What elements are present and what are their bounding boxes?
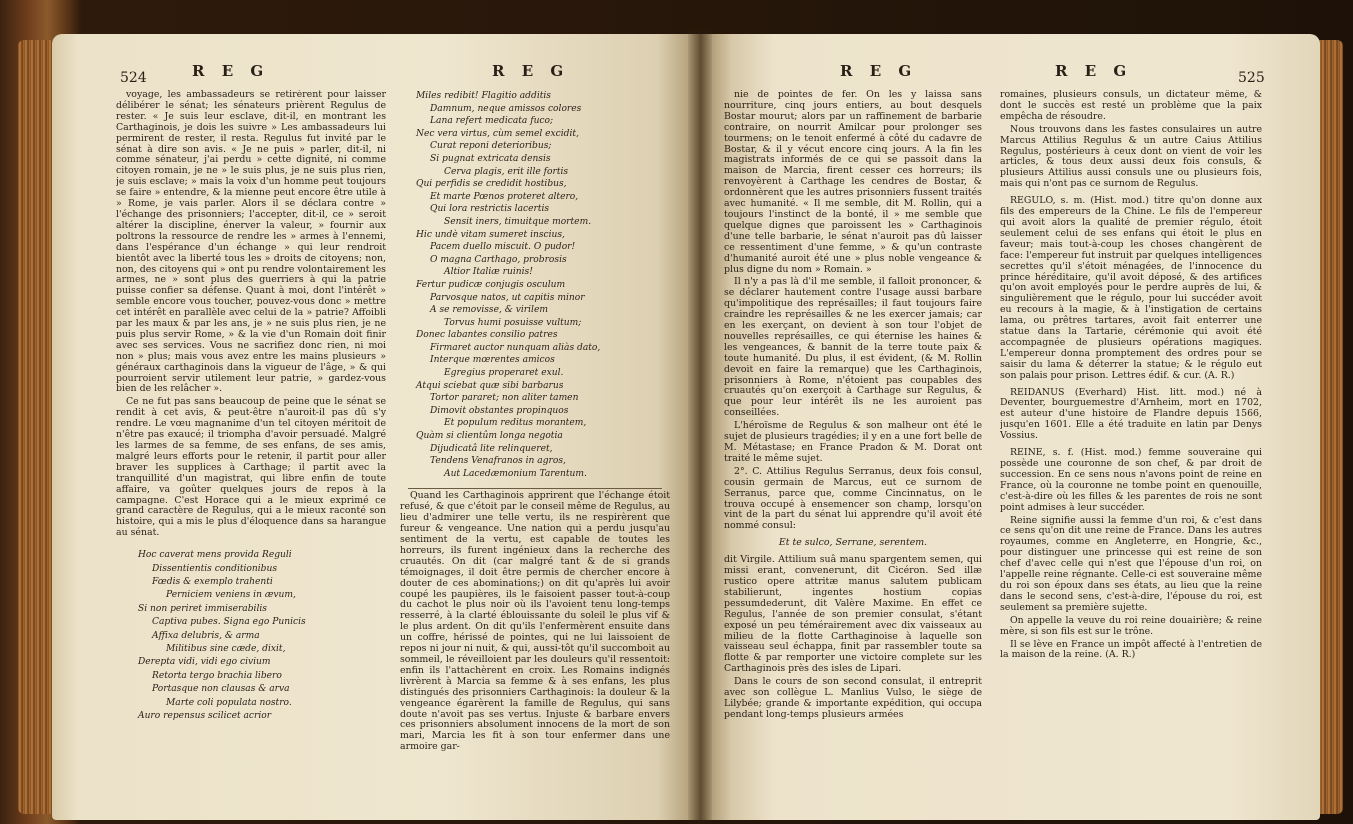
poem-line: Dissentientis conditionibus (152, 563, 277, 574)
entry-regulo: REGULO, s. m. (Hist. mod.) titre qu'on donne aux fils des empereurs de la Chine. Le fils de l'empereur qui avoit alors la qualité de premier régulo, étoit seulement celui de ses enfans qui étoit le plus en faveur; mais tout-à-coup les choses changèrent de face: l'empereur fut instruit par quelques intelligences secrettes qu'il s'étoit ménagées, de l'innocence du prince héréditaire, qu'il avoit déposé, & des artifices qu'on avoit employés pour le perdre auprès de lui, & singulièrement que le régulo, pour lui succéder avoit eu recours à la magie, & à l'instigation de certains lama, ou prêtres tartares, avoit fait enterrer une statue dans la Tartarie, cérémonie qui avoit été accompagnée de plusieurs opérations magiques. L'empereur donna promptement des ordres pour se saisir du lama & déterrer la statue; & le régulo eut son palais pour prison. Lettres édif. & cur. (A. R.) (1000, 195, 1262, 381)
left-page (52, 34, 702, 820)
poem-line: Hic undè vitam sumeret inscius, (416, 229, 565, 240)
poem-line: Interque mœrentes amicos (430, 355, 555, 366)
poem-line: Firmaret auctor nunquam aliàs dato, (430, 342, 601, 353)
left-col2-para: Quand les Carthaginois apprirent que l'échange étoit refusé, & que c'étoit par le conseil même de Regulus, au lieu d'admirer une telle vertu, ils ne respirèrent que fureur & vengeance. Une nation qui a perdu jusqu'au sentiment de la vertu, est capable de toutes les horreurs, ils furent ingénieux dans la recherche des cruautés. On dit (car malgré tant & de si grands témoignages, il doit être permis de chercher encore à douter de ces abominations;) on dit qu'après lui avoir coupé les paupières, ils le faisoient passer tout-à-coup du cachot le plus noir où ils l'avoient tenu long-temps resserré, à la clarté éblouissante du soleil le plus vif & le plus ardent. On dit qu'ils l'enfermèrent ensuite dans un coffre, hérissé de pointes, qui ne lui laissoient de repos ni jour ni nuit, & qui, aussi-tôt qu'il succomboit au sommeil, le réveilloient par les douleurs qu'il ressentoit: enfin ils l'attachèrent en croix. Les Romains indignés livrèrent à Marcia sa femme & à ses enfans, les plus distingués des prisonniers Carthaginois: la douleur & la vengeance égarèrent la famille de Regulus, qui sans doute n'avoit pas ses vertus. Injuste & barbare envers ces prisonniers absolument innocens de la mort de son mari, Marcia les fit à son tour enfermer dans une armoire gar- (400, 490, 670, 753)
poem-line: Dimovit obstantes propinquos (430, 405, 569, 416)
poem-line: Damnum, neque amissos colores (430, 103, 582, 114)
left-header-2: R E G (492, 62, 570, 80)
horace-poem-part-1 (138, 549, 386, 723)
poem-line: Quàm si clientûm longa negotia (416, 431, 563, 442)
poem-line: Lana refert medicata fuco; (430, 116, 554, 127)
poem-line: O magna Carthago, probrosis (430, 254, 567, 265)
poem-line: Qui lora restrictis lacertis (430, 204, 550, 215)
entry-reine-2: Reine signifie aussi la femme d'un roi, & c'est dans ce sens qu'on dit une reine de France. Dans les autres royaumes, comme en Angleterre, en Hongrie, &c., pour distinguer une princesse qui est reine de son chef d'avec celle qui n'est que l'épouse d'un roi, on l'appelle reine régnante. Celle-ci est souveraine même du roi son époux dans ses états, au lieu que la reine dans le second sens, c'est-à-dire, l'épouse du roi, est seulement sa première sujette. (1000, 514, 1262, 613)
entry-reine-4: Il se lève en France un impôt affecté à l'entretien de la maison de la reine. (A. R.) (1000, 638, 1262, 661)
poem-line: Parvosque natos, ut capitis minor (430, 292, 585, 303)
poem-line: Miles redibit! Flagitio additis (416, 91, 551, 101)
poem-line: Dijudicatâ lite relinqueret, (430, 443, 553, 454)
right-page-number: 525 (1238, 70, 1265, 86)
book-gutter (688, 28, 712, 824)
poem-line: Curat reponi deterioribus; (430, 141, 552, 152)
right-col1-para-4: 2°. C. Attilius Regulus Serranus, deux fois consul, cousin germain de Marcus, eut ce surnom de Serranus, parce que, comme Cincinnatus, on le trouva occupé à ensemencer son champ, lorsqu'on vint de la part du sénat lui apprendre qu'il avoit été nommé consul: (724, 465, 982, 532)
poem-line: Tendens Venafranos in agros, (430, 456, 566, 467)
right-column-2 (1000, 90, 1262, 810)
poem-line: Militibus sine cæde, dixit, (166, 644, 286, 654)
poem-line: Retorta tergo brachia libero (152, 670, 282, 681)
poem-line: Auro repensus scilicet acrior (138, 711, 272, 722)
poem-line: Tortor pararet; non aliter tamen (430, 393, 579, 404)
poem-line: Qui perfidis se credidit hostibus, (416, 179, 567, 190)
poem-line: Torvus humi posuisse vultum; (444, 317, 582, 328)
poem-line: Sensit iners, timuitque mortem. (444, 216, 592, 227)
left-header-1: R E G (192, 62, 270, 80)
left-col1-para-2: Ce ne fut pas sans beaucoup de peine que le sénat se rendit à cet avis, & peut-être n'auroit-il pas dû s'y rendre. Le vœu magnanime d'un tel citoyen méritoit de n'être pas exaucé; il triompha d'avoir persuadé. Malgré les larmes de sa femme, de ses enfans, de ses amis, malgré leurs efforts pour le retenir, il partit pour aller braver les supplices à Carthage; il partit avec la tranquillité d'un magistrat, qui libre enfin de toute affaire, va goûter quelques jours de repos à la campagne. C'est Horace qui a le mieux exprimé ce grand caractère de Regulus, qui a le mieux raconté son histoire, qui a mis le plus d'éloquence dans sa harangue au sénat. (116, 396, 386, 539)
right-page (700, 34, 1320, 820)
poem-line: Nec vera virtus, cùm semel excidit, (416, 128, 579, 139)
poem-line: Si non periret immiserabilis (138, 603, 267, 614)
poem-line: Atqui sciebat quæ sibi barbarus (416, 380, 564, 391)
entry-reidanus: REIDANUS (Everhard) Hist. litt. mod.) né à Deventer, bourguemestre d'Arnheim, mort en 1702, est auteur d'une histoire de Flandre depuis 1566, jusqu'en 1601. Elle a été traduite en latin par Denys Vossius. (1000, 386, 1262, 442)
left-column-1 (116, 90, 386, 812)
poem-line: Captiva pubes. Signa ego Punicis (152, 617, 306, 628)
poem-line: Cerva plagis, erit ille fortis (444, 166, 569, 177)
poem-line: Derepta vidi, vidi ego civium (138, 657, 271, 668)
poem-line: Si pugnat extricata densis (430, 153, 551, 164)
right-col1-para-3: L'héroïsme de Regulus & son malheur ont été le sujet de plusieurs tragédies; il y en a une fort belle de M. Métastase; en France Pradon & M. Dorat ont traité le même sujet. (724, 420, 982, 464)
left-col1-para-1: voyage, les ambassadeurs se retirèrent pour laisser délibérer le sénat; les sénateurs prièrent Regulus de rester. « Je suis leur esclave, dit-il, en montrant les Carthaginois, je dois les suivre » Les ambassadeurs lui permirent de rester, il resta. Regulus fut invité par le sénat à dire son avis. « Je ne puis » parler, dit-il, ni comme sénateur, j'ai perdu » cette dignité, ni comme citoyen romain, je ne » le suis plus, je ne suis plus rien, je suis esclave; » mais la voix d'un homme peut toujours se faire » entendre, & la mienne peut encore être utile à » Rome, je vais parler. Alors il se déclara contre » l'échange des prisonniers; l'accepter, dit-il, ce » seroit altérer la discipline, énerver la valeur, » fournir aux poltrons la ressource de rendre les » armes à l'ennemi, dans l'espérance d'un échange » qui leur rendroit bientôt avec la liberté tous les » droits de citoyens; non, non, des citoyens qui » ont pu rendre volontairement les armes, ne » sont plus des guerriers à qui la patrie puisse confier sa défense. Quant à moi, dont l'intérêt » semble encore vous toucher, pouvez-vous donc » mettre cet intérêt en parallèle avec celui de la » patrie? Affoibli par les maux & par les ans, je » ne suis plus rien, je ne puis plus servir Rome, » & la vie d'un Romain doit finir avec ses services. Vous ne sacrifiez donc rien, ni moi non » plus; mais vous avez entre les mains plusieurs » généraux carthaginois dans la vigueur de l'âge, » & qui pourroient servir utilement leur patrie, » gardez-vous bien de les relâcher ». (116, 90, 386, 395)
poem-line: Et marte Pœnos proteret altero, (430, 191, 579, 202)
right-col1-para-5: dit Virgile. Attilium suâ manu spargentem semen, qui missi erant, convenerunt, dit Cicéron. Sed illæ rustico opere attritæ manus salutem publicam stabilierunt, ingentes hostium copias pessumdederunt, dit Valère Maxime. En effet ce Regulus, l'année de son premier consulat, s'étant exposé un peu témérairement avec dix vaisseaux au milieu de la flotte Carthaginoise à laquelle son vaisseau seul échappa, finit par rassembler toute sa flotte & par remporter une victoire complete sur les Carthaginois près des isles de Lipari. (724, 554, 982, 675)
right-col1-para-6: Dans le cours de son second consulat, il entreprit avec son collègue L. Manlius Vulso, le siège de Lilybée; grande & importante expédition, qui occupa pendant long-temps plusieurs armées (724, 676, 982, 720)
poem-line: Egregius properaret exul. (444, 368, 564, 379)
right-header-1: R E G (840, 62, 918, 80)
poem-line: A se removisse, & virilem (430, 305, 548, 316)
entry-reine-3: On appelle la veuve du roi reine douairière; & reine mère, si son fils est sur le trône. (1000, 614, 1262, 637)
poem-line: Marte coli populata nostro. (166, 697, 292, 708)
right-col1-para-2: Il n'y a pas là d'il me semble, il falloit prononcer, & se déclarer hautement contre l'usage aussi barbare qu'impolitique des représailles; il faut toujours faire craindre les représailles & ne les exercer jamais; car en les exerçant, on devient à son tour l'objet de nouvelles représailles, ce qui éternise les haines & les vengeances, & bannit de la terre toute paix & toute humanité. Du plus, il est évident, (& M. Rollin devoit en faire la remarque) que les Carthaginois, prisonniers à Rome, n'étoient pas coupables des cruautés qu'on exerçoit à Carthage sur Regulus, & que pour leur intérêt ils ne les auroient pas conseillées. (724, 276, 982, 419)
poem-line: Affixa delubris, & arma (152, 630, 260, 641)
poem-line: Et populum reditus morantem, (444, 418, 587, 429)
left-column-2 (400, 90, 670, 812)
poem-line: Donec labantes consilio patres (416, 330, 558, 341)
poem-line: Altior Italiæ ruinis! (444, 267, 533, 278)
right-col2-para-1: romaines, plusieurs consuls, un dictateur même, & dont le succès est resté un problème que la paix empêcha de résoudre. (1000, 90, 1262, 122)
poem-line: Hoc caverat mens provida Reguli (138, 550, 292, 561)
right-header-2: R E G (1055, 62, 1133, 80)
right-col1-para-1: nie de pointes de fer. On les y laissa sans nourriture, cinq jours entiers, au bout desquels Bostar mourut; alors par un raffinement de barbarie contraire, on nourrit Amilcar pour prolonger ses tourmens; on le tenoit enfermé à côté du cadavre de Bostar, & il y vécut encore cinq jours. A la fin les magistrats informés de ce qui se passoit dans la maison de Marcia, firent cesser ces horreurs; ils renvoyèrent à Carthage les cendres de Bostar, & ordonnèrent que les autres prisonniers fussent traités avec humanité. « Il me semble, dit M. Rollin, qui a toujours l'instinct de la bonté, il » me semble que quelque dignes que paroissent les » Carthaginois d'une telle barbarie, le sénat n'auroit pas dû laisser ce ressentiment d'une femme, » & qu'un contraste d'humanité auroit été une » plus noble vengeance & plus digne du nom » Romain. » (724, 90, 982, 275)
section-divider (408, 488, 662, 489)
right-column-1 (724, 90, 982, 810)
virgil-quote: Et te sulco, Serrane, serentem. (778, 537, 928, 549)
left-page-number: 524 (120, 70, 147, 86)
poem-line: Fœdis & exemplo trahenti (152, 576, 273, 587)
horace-poem-part-2 (416, 90, 670, 480)
poem-line: Portasque non clausas & arva (152, 684, 290, 695)
poem-line: Pacem duello miscuit. O pudor! (430, 242, 576, 253)
poem-line: Aut Lacedæmonium Tarentum. (444, 468, 587, 479)
poem-line: Fertur pudicæ conjugis osculum (416, 279, 566, 290)
right-col2-para-2: Nous trouvons dans les fastes consulaires un autre Marcus Attilius Regulus & un autre Caius Attilius Regulus, postérieurs à ceux dont on vient de voir les articles, & tous deux aussi deux fois consuls, & plusieurs Attilius aussi consuls une ou plusieurs fois, mais qui n'ont pas ce surnom de Regulus. (1000, 123, 1262, 190)
entry-reine-1: REINE, s. f. (Hist. mod.) femme souveraine qui possède une couronne de son chef, & par droit de succession. En ce sens nous n'avons point de reine en France, où la couronne ne tombe point en quenouille, c'est-à-dire où les filles & les parentes de rois ne sont point admises à leur succéder. (1000, 447, 1262, 513)
poem-line: Perniciem veniens in ævum, (166, 590, 296, 601)
